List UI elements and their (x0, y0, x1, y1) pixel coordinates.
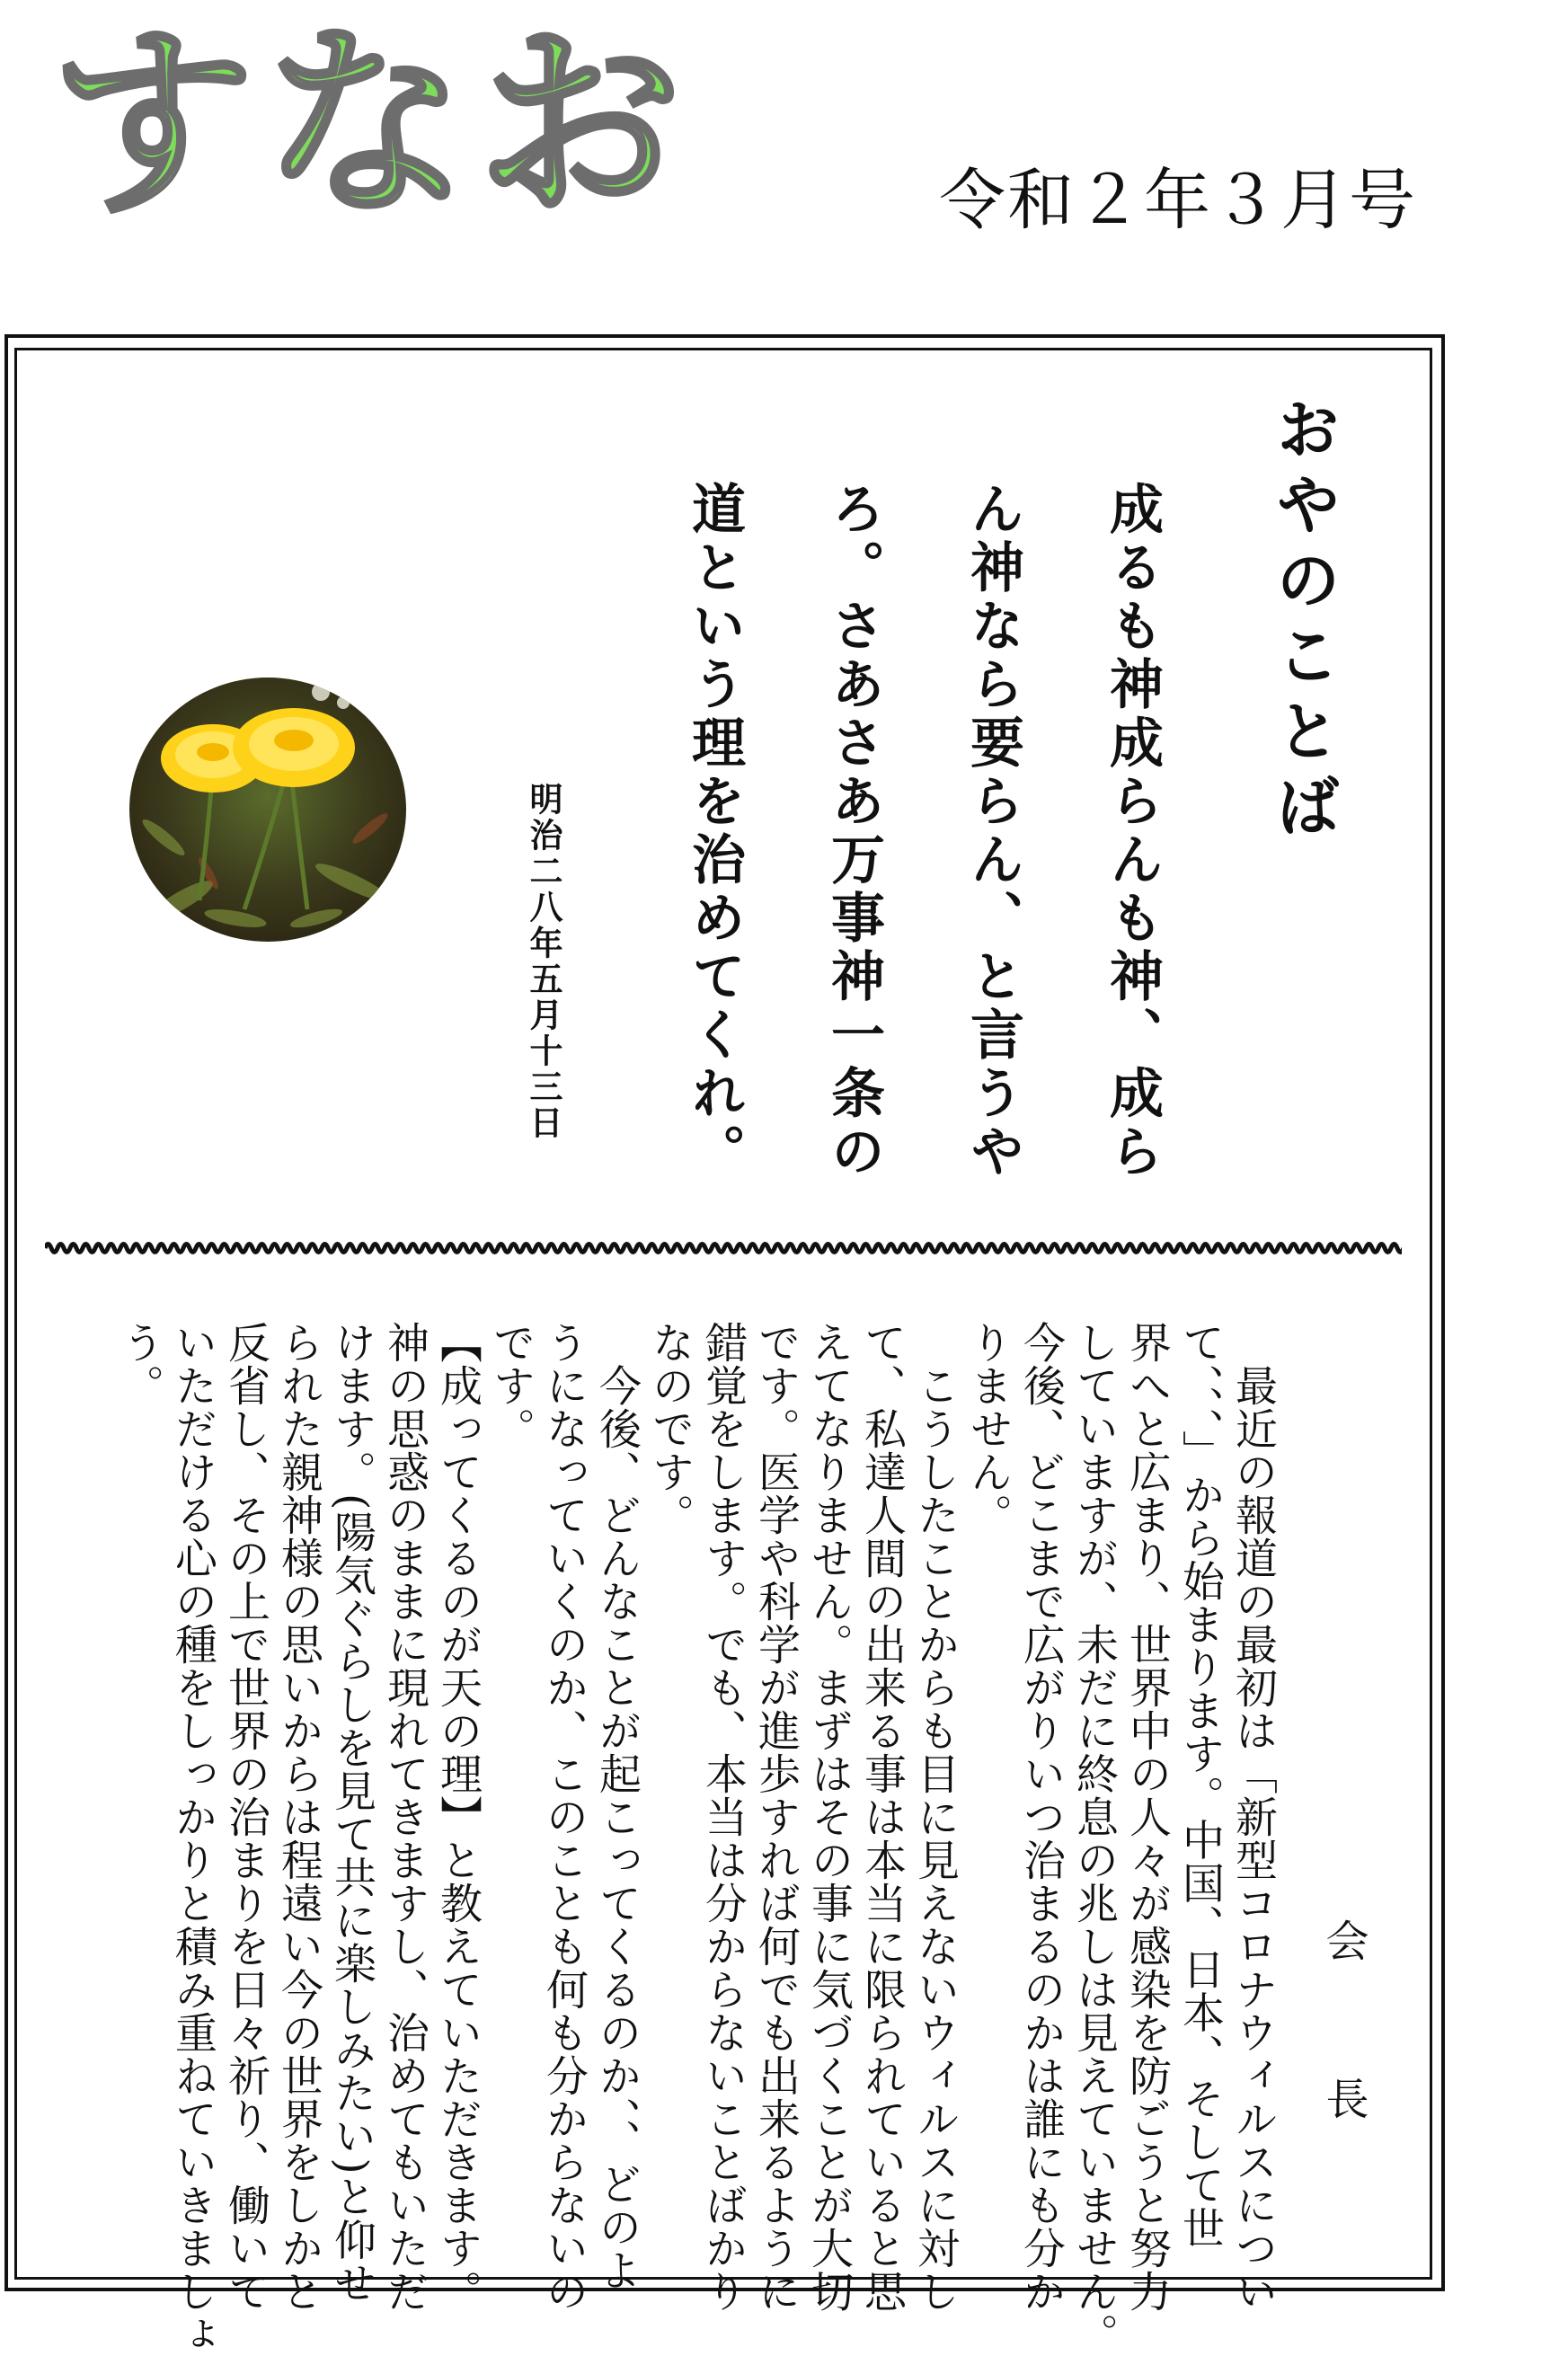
article-line: 最近の報道の最初は「新型コロナウィルスについ (1228, 1321, 1278, 2313)
article-line: 神の思惑のままに現れてきますし、治めてもいただ (380, 1321, 430, 2313)
article-line: 錯覚をします。でも、本当は分からないことばかり (698, 1321, 748, 2313)
article-line: いただける心の種をしっかりと積み重ねていきましょ (168, 1321, 217, 2356)
article-line: けます。(陽気ぐらしを見て共に楽しみたい)と仰せ (327, 1321, 376, 2305)
article-line: て、、、」から始まります。中国、日本、そして世 (1175, 1321, 1225, 2250)
article-line: 界へと広まり、世界中の人々が感染を防ごうと努力 (1122, 1321, 1172, 2313)
article-line: していますが、未だに終息の兆しは見えていません。 (1069, 1321, 1119, 2356)
article-line: こうしたことからも目に見えないウィルスに対し (910, 1321, 960, 2313)
oyanokotoba-body (683, 481, 1164, 1200)
article-line: 今後、どこまで広がりいつ治まるのかは誰にも分か (1016, 1321, 1066, 2313)
article-line: えてなりません。まずはその事に気づくことが大切 (804, 1321, 854, 2313)
article-line: て、私達人間の出来る事は本当に限られていると思 (857, 1321, 907, 2313)
oyanokotoba-heading: おやのことば (1265, 395, 1342, 848)
article-line: 反省し、その上で世界の治まりを日々祈り、働いて (221, 1321, 270, 2313)
article-line: うになっていくのか、このことも何も分からないの (539, 1321, 589, 2313)
article-body (72, 1321, 1285, 2356)
article-line: 今後、どんなことが起こってくるのか、、どのよ (592, 1321, 642, 2292)
article-line: られた親神様の思いからは程遠い今の世界をしかと (274, 1321, 323, 2313)
newsletter-title: すなお (49, 4, 691, 244)
oyanokotoba-line: ん神なら要らん、と言うや (961, 481, 1024, 1182)
article-line: です。 (486, 1321, 536, 1450)
article-line: なのです。 (645, 1321, 695, 1537)
oyanokotoba-line: 成るも神成らんも神、成ら (1101, 481, 1164, 1182)
article-line: りません。 (963, 1321, 1013, 1537)
oyanokotoba-date: 明治二八年五月十三日 (524, 782, 563, 1141)
oyanokotoba-line: 道という理を治めてくれ。 (683, 481, 746, 1182)
article-author: 会 長 (1318, 1918, 1369, 2156)
dandelion-image (128, 676, 408, 943)
article-line: 【成ってくるのが天の理】と教えていただきます。 (433, 1321, 483, 2313)
masthead (49, 4, 948, 259)
wavy-divider (45, 1235, 1402, 1262)
oyanokotoba-line: ろ。さあさあ万事神一条の (822, 481, 885, 1182)
article-line: です。医学や科学が進歩すれば何でも出来るように (751, 1321, 801, 2313)
issue-date: 令和２年３月号 (939, 162, 1417, 239)
article-line: う。 (115, 1321, 164, 1407)
